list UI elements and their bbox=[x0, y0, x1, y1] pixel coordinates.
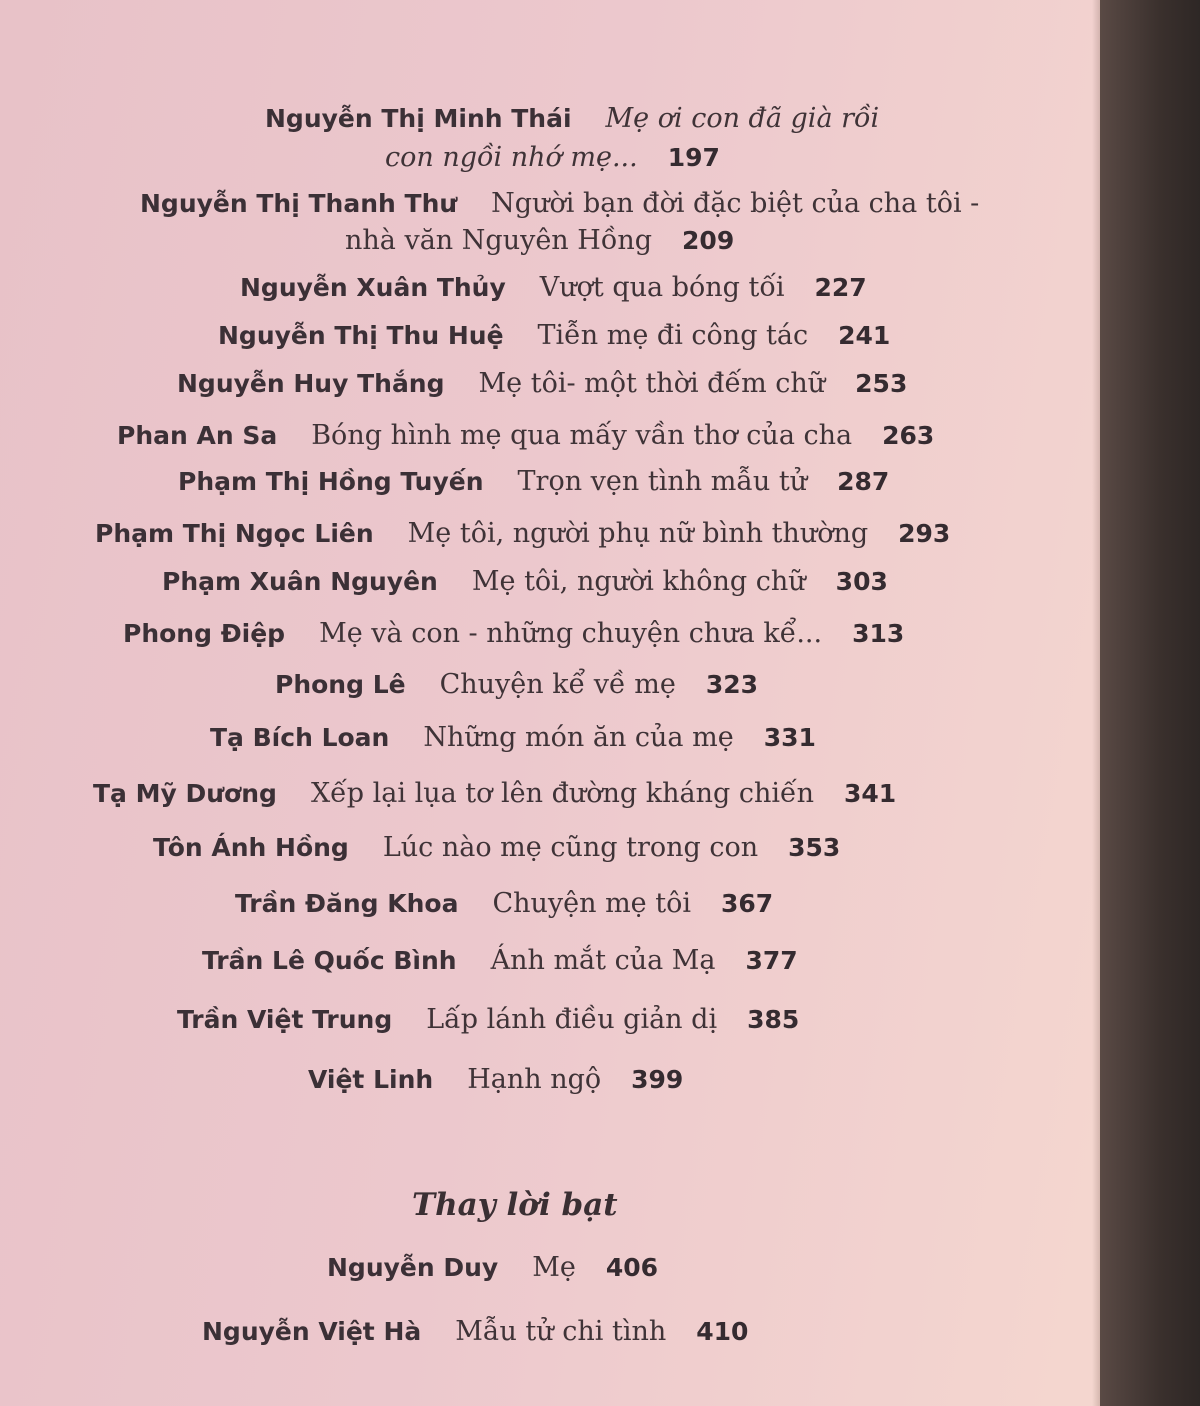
toc-page-number: 406 bbox=[605, 1253, 659, 1282]
toc-entry bbox=[178, 466, 889, 497]
toc-entry bbox=[123, 618, 904, 649]
toc-author: Phạm Thị Ngọc Liên bbox=[95, 519, 374, 548]
toc-title: Ánh mắt của Mạ bbox=[490, 945, 716, 976]
toc-page-number: 303 bbox=[835, 567, 888, 596]
toc-title: Chuyện kể về mẹ bbox=[439, 669, 676, 700]
toc-entry bbox=[308, 1064, 683, 1095]
toc-entry bbox=[153, 832, 840, 863]
toc-page-number: 323 bbox=[705, 670, 759, 699]
toc-entry bbox=[235, 888, 773, 919]
toc-page-number: 331 bbox=[763, 723, 816, 752]
toc-page-number: 353 bbox=[788, 833, 841, 862]
toc-page-number: 197 bbox=[667, 143, 720, 172]
toc-title: Mẹ tôi, người không chữ bbox=[471, 566, 806, 597]
toc-entry bbox=[93, 778, 896, 809]
toc-entry bbox=[202, 945, 798, 976]
toc-author: Nguyễn Thị Minh Thái bbox=[265, 104, 572, 133]
toc-title-line2: nhà văn Nguyên Hồng bbox=[345, 225, 653, 256]
toc-author: Phong Lê bbox=[275, 670, 406, 699]
toc-entry bbox=[95, 518, 950, 549]
toc-entry bbox=[202, 1316, 748, 1347]
toc-entry bbox=[140, 188, 1009, 219]
toc-title: Mẹ ơi con đã già rồi bbox=[605, 103, 880, 134]
book-cover-edge bbox=[1100, 0, 1200, 1406]
toc-title: Hạnh ngộ bbox=[467, 1064, 602, 1095]
toc-entry bbox=[177, 1004, 799, 1035]
toc-author: Trần Lê Quốc Bình bbox=[202, 946, 457, 975]
toc-title: Mẫu tử chi tình bbox=[455, 1316, 667, 1347]
toc-title: Người bạn đời đặc biệt của cha tôi - bbox=[491, 188, 980, 219]
toc-title: Bóng hình mẹ qua mấy vần thơ của cha bbox=[311, 420, 853, 451]
toc-title: Mẹ tôi- một thời đếm chữ bbox=[478, 368, 826, 399]
toc-title: Tiễn mẹ đi công tác bbox=[537, 320, 809, 351]
toc-entry bbox=[210, 722, 816, 753]
toc-title: Vượt qua bóng tối bbox=[539, 272, 785, 303]
toc-author: Tạ Mỹ Dương bbox=[93, 779, 277, 808]
toc-author: Phong Điệp bbox=[123, 619, 286, 648]
toc-title: Những món ăn của mẹ bbox=[423, 722, 734, 753]
toc-entry bbox=[117, 420, 934, 451]
toc-page-number: 385 bbox=[747, 1005, 800, 1034]
toc-title: Xếp lại lụa tơ lên đường kháng chiến bbox=[310, 778, 814, 809]
toc-author: Nguyễn Thị Thanh Thư bbox=[140, 189, 458, 218]
toc-page-number: 399 bbox=[631, 1065, 684, 1094]
toc-title: Lúc nào mẹ cũng trong con bbox=[382, 832, 759, 863]
toc-entry bbox=[162, 566, 888, 597]
toc-page-number: 263 bbox=[882, 421, 935, 450]
toc-author: Tôn Ánh Hồng bbox=[153, 833, 349, 862]
toc-author: Tạ Bích Loan bbox=[210, 723, 390, 752]
toc-author: Nguyễn Duy bbox=[327, 1253, 499, 1282]
toc-page-number: 313 bbox=[852, 619, 905, 648]
toc-author: Trần Việt Trung bbox=[177, 1005, 393, 1034]
toc-page-number: 341 bbox=[844, 779, 897, 808]
toc-author: Phan An Sa bbox=[117, 421, 278, 450]
toc-entry bbox=[218, 320, 890, 351]
toc-page-number: 377 bbox=[745, 946, 798, 975]
toc-author: Phạm Thị Hồng Tuyến bbox=[178, 467, 484, 496]
toc-page-number: 410 bbox=[696, 1317, 749, 1346]
toc-page-number: 293 bbox=[898, 519, 951, 548]
toc-title: Mẹ và con - những chuyện chưa kể... bbox=[319, 618, 823, 649]
afterword-heading: Thay lời bạt bbox=[412, 1187, 618, 1223]
toc-author: Việt Linh bbox=[308, 1065, 434, 1094]
toc-author: Trần Đăng Khoa bbox=[235, 889, 459, 918]
toc-entry bbox=[327, 1252, 658, 1283]
toc-author: Nguyễn Xuân Thủy bbox=[240, 273, 506, 302]
toc-entry bbox=[177, 368, 907, 399]
toc-page-number: 253 bbox=[855, 369, 908, 398]
toc-page-number: 227 bbox=[814, 273, 867, 302]
toc-title: Chuyện mẹ tôi bbox=[492, 888, 691, 919]
toc-entry bbox=[265, 103, 909, 134]
toc-page-number: 241 bbox=[838, 321, 891, 350]
page-edge-shadow bbox=[1092, 0, 1100, 1406]
toc-title: Mẹ tôi, người phụ nữ bình thường bbox=[407, 518, 869, 549]
toc-title-line2: con ngồi nhớ mẹ... bbox=[385, 142, 638, 173]
toc-entry bbox=[275, 669, 758, 700]
toc-entry-continuation bbox=[385, 142, 720, 173]
toc-entry-continuation bbox=[345, 225, 734, 256]
toc-title: Lấp lánh điều giản dị bbox=[426, 1004, 718, 1035]
toc-title: Trọn vẹn tình mẫu tử bbox=[517, 466, 808, 497]
toc-page-number: 287 bbox=[837, 467, 890, 496]
toc-author: Nguyễn Thị Thu Huệ bbox=[218, 321, 504, 350]
toc-author: Nguyễn Việt Hà bbox=[202, 1317, 422, 1346]
toc-page-number: 367 bbox=[720, 889, 774, 918]
toc-author: Nguyễn Huy Thắng bbox=[177, 369, 445, 398]
toc-title: Mẹ bbox=[532, 1252, 576, 1283]
toc-entry bbox=[240, 272, 867, 303]
toc-author: Phạm Xuân Nguyên bbox=[162, 567, 438, 596]
toc-page-number: 209 bbox=[682, 226, 735, 255]
